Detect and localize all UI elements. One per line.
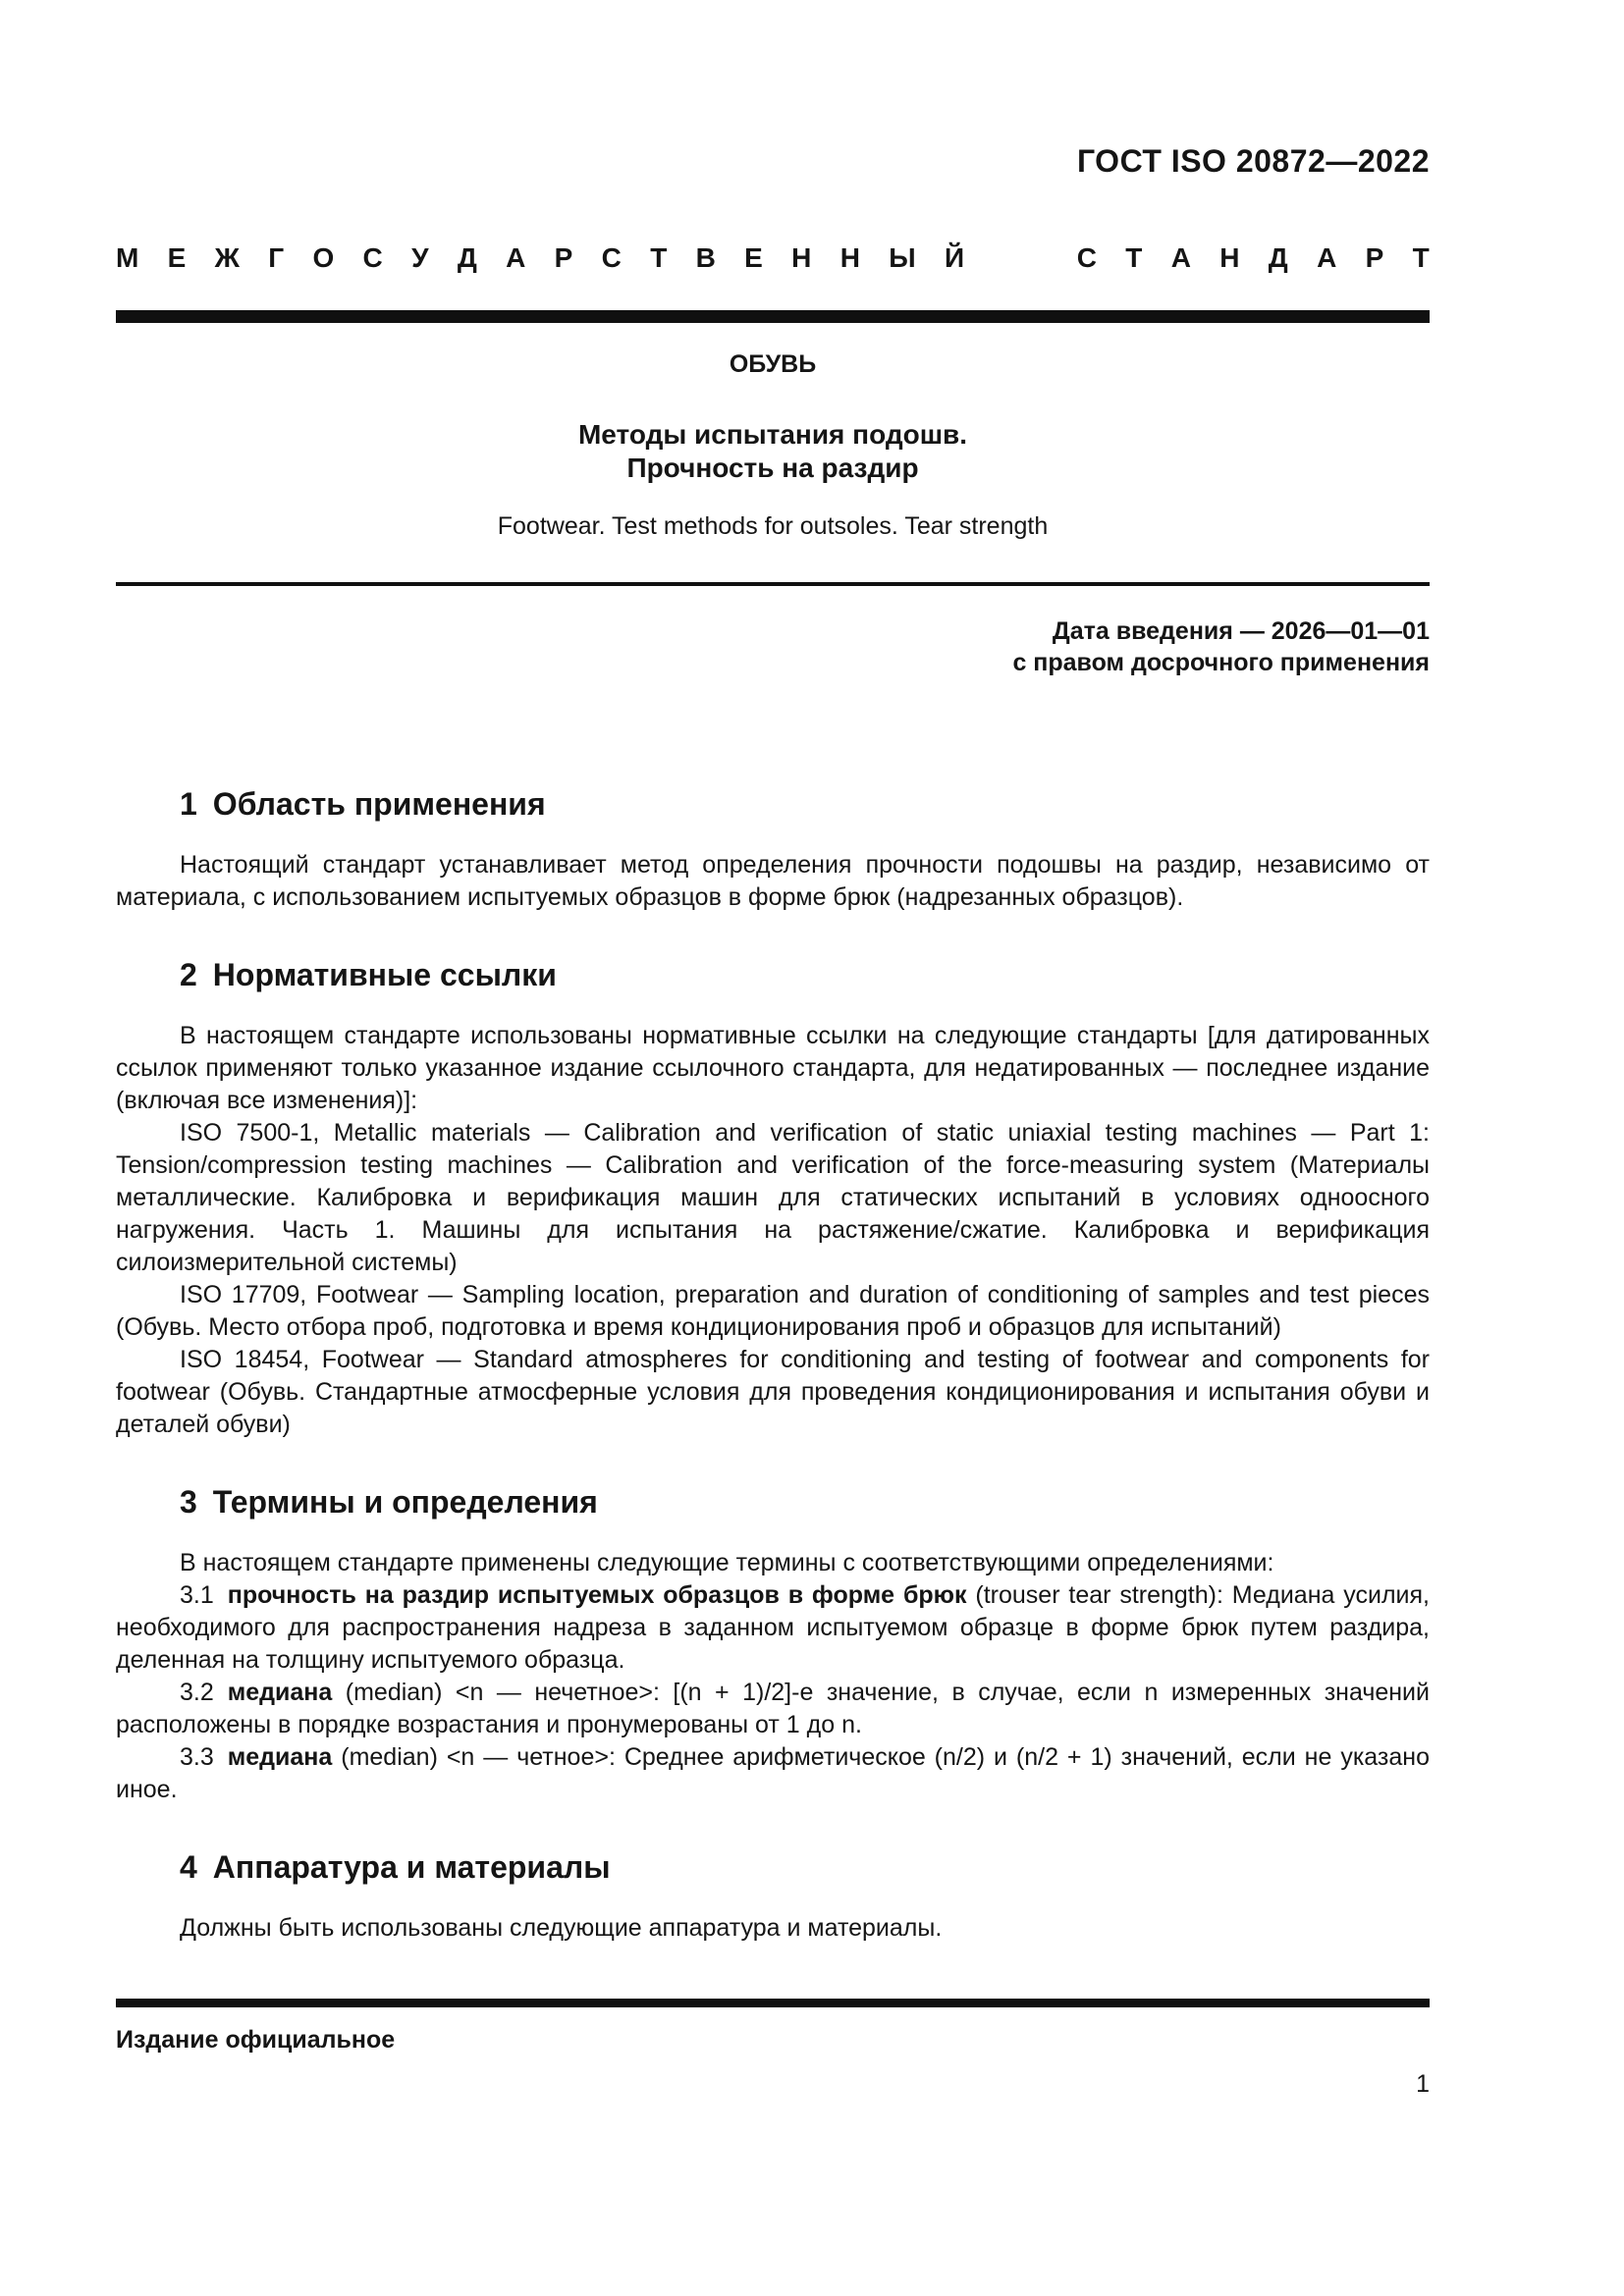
- doc-code: ГОСТ ISO 20872—2022: [1076, 143, 1430, 179]
- title-russian: [116, 418, 1430, 485]
- term-3-3-name: медиана: [227, 1743, 333, 1771]
- section-1-paragraph: Настоящий стандарт устанавливает метод определения прочности подошвы на раздир, независимо от материала, с использованием испытуемых образцов в форме брюк (надрезанных образцов).: [116, 851, 1430, 911]
- term-3-1: [116, 1579, 1430, 1677]
- page-number: 1: [1416, 2070, 1430, 2098]
- header-rule: [116, 310, 1430, 323]
- term-3-2-name: медиана: [227, 1679, 333, 1706]
- section-2-paragraph-1: В настоящем стандарте использованы нормативные ссылки на следующие стандарты [для датированных ссылок применяют только указанное издание ссылочного стандарта, для недатированных — последнее издание (включая все изменения)]:: [116, 1022, 1430, 1114]
- section-3-number: 3: [180, 1484, 197, 1520]
- section-2-heading: [116, 957, 1430, 992]
- section-2-title: Нормативные ссылки: [212, 957, 557, 992]
- term-3-1-name: прочность на раздир испытуемых образцов в форме брюк: [227, 1581, 967, 1609]
- title-rule: [116, 582, 1430, 586]
- effective-date: Дата введения — 2026—01—01: [1052, 617, 1430, 645]
- term-3-2-definition: (median) <n — нечетное>: [(n + 1)/2]-е значение, в случае, если n измеренных значений расположены в порядке возрастания и пронумерованы от 1 до n.: [116, 1679, 1430, 1738]
- edition-note: Издание официальное: [116, 2026, 396, 2054]
- section-2-paragraph-2: ISO 7500-1, Metallic materials — Calibration and verification of static uniaxial testing machines — Part 1: Tension/compression testing machines — Calibration and verification of the force-measuring system (Материалы металлические. Калибровка и верификация машин для статических испытаний в условиях одноосного нагружения. Часть 1. Машины для испытания на растяжение/сжатие. Калибровка и верификация силоизмерительной системы): [116, 1119, 1430, 1276]
- title-english: Footwear. Test methods for outsoles. Tear strength: [497, 512, 1049, 540]
- section-4-title: Аппаратура и материалы: [212, 1849, 611, 1885]
- section-2-paragraph-4: ISO 18454, Footwear — Standard atmospheres for conditioning and testing of footwear and components for footwear (Обувь. Стандартные атмосферные условия для проведения кондиционирования и испытания обуви и деталей обуви): [116, 1346, 1430, 1438]
- title-subject: ОБУВЬ: [729, 350, 817, 378]
- section-2-number: 2: [180, 957, 197, 992]
- term-3-1-definition: (trouser tear strength): Медиана усилия, необходимого для распространения надреза в заданном испытуемом образце в форме брюк путем раздира, деленная на толщину испытуемого образца.: [116, 1581, 1431, 1674]
- section-3-title: Термины и определения: [212, 1484, 598, 1520]
- effective-note: с правом досрочного применения: [1012, 649, 1430, 676]
- effective-date-block: [116, 615, 1430, 678]
- term-3-2-number: 3.2: [180, 1679, 214, 1706]
- term-3-2: [116, 1677, 1430, 1741]
- section-3-heading: [116, 1484, 1430, 1520]
- standard-type-line: М Е Ж Г О С У Д А Р С Т В Е Н Н Ы Й С Т А Н Д А Р Т: [116, 242, 1430, 273]
- title-block: [116, 350, 1430, 586]
- term-3-3: [116, 1741, 1430, 1806]
- section-2-paragraph-3: ISO 17709, Footwear — Sampling location, preparation and duration of conditioning of samples and test pieces (Обувь. Место отбора проб, подготовка и время кондиционирования проб и образцов для испытаний): [116, 1281, 1430, 1341]
- term-3-3-number: 3.3: [180, 1743, 214, 1771]
- footer-rule: [116, 1999, 1430, 2007]
- term-3-1-number: 3.1: [180, 1581, 214, 1609]
- title-line-1: Методы испытания подошв.: [577, 419, 968, 450]
- section-4-heading: [116, 1849, 1430, 1885]
- section-1-number: 1: [180, 786, 197, 822]
- section-1-title: Область применения: [212, 786, 546, 822]
- section-3-intro: В настоящем стандарте применены следующие термины с соответствующими определениями:: [180, 1549, 1274, 1576]
- term-3-3-definition: (median) <n — четное>: Среднее арифметическое (n/2) и (n/2 + 1) значений, если не указано иное.: [116, 1743, 1430, 1803]
- section-4-paragraph: Должны быть использованы следующие аппаратура и материалы.: [180, 1914, 943, 1942]
- title-line-2: Прочность на раздир: [626, 453, 919, 483]
- section-1-heading: [116, 786, 1430, 822]
- section-4-number: 4: [180, 1849, 197, 1885]
